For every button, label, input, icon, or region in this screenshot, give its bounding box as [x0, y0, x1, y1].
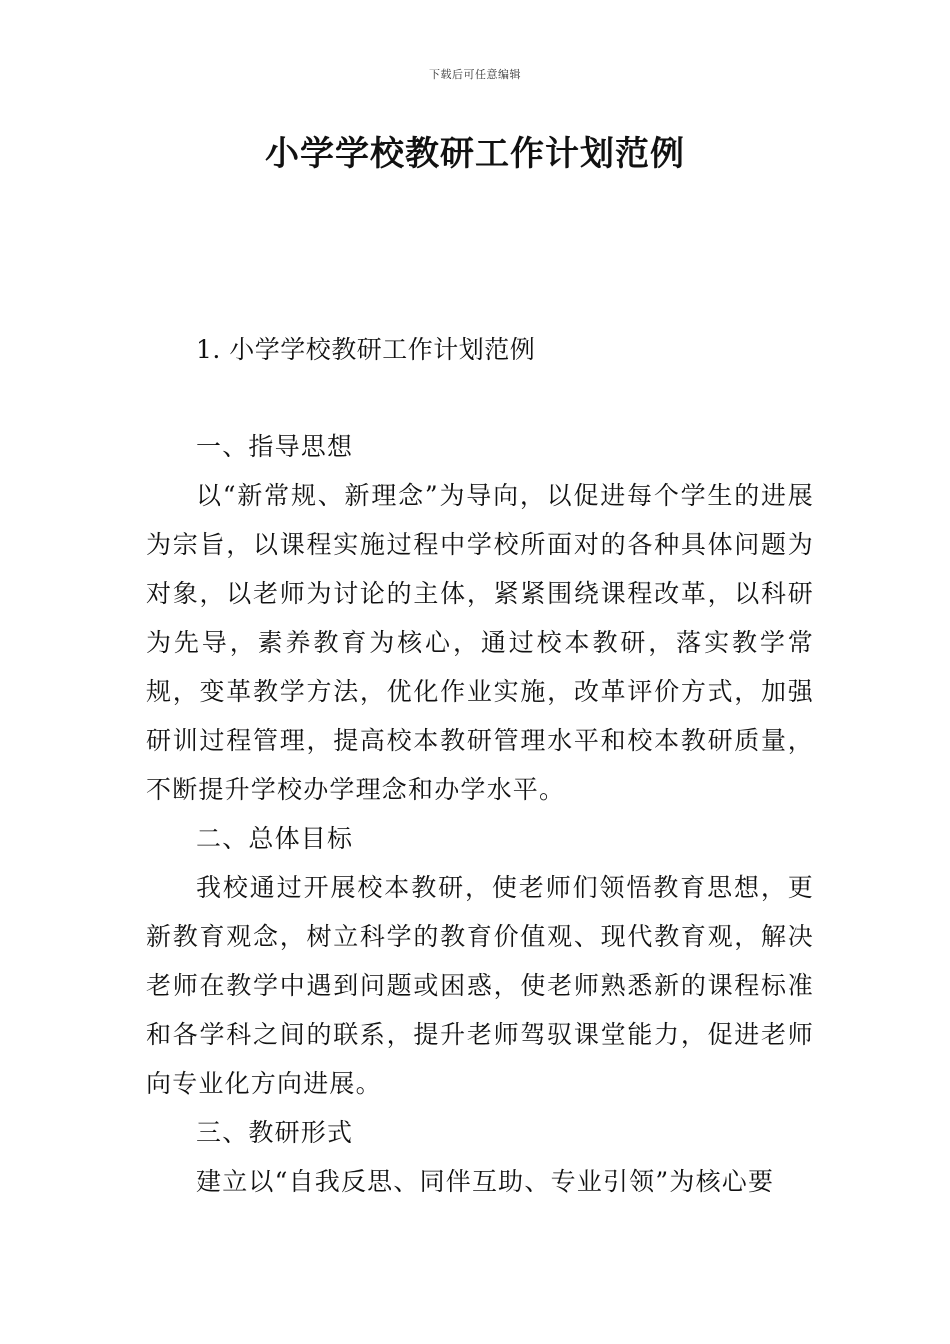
section-paragraph-guiding-thought: 以“新常规、新理念”为导向，以促进每个学生的进展为宗旨，以课程实施过程中学校所面对的各种具体问题为对象，以老师为讨论的主体，紧紧围绕课程改革，以科研为先导，素养教育为核心，通过校本教研，落实教学常规，变革教学方法，优化作业实施，改革评价方式，加强研训过程管理，提高校本教研管理水平和校本教研质量，不断提升学校办学理念和办学水平。: [146, 481, 814, 804]
section-paragraph-overall-goal: 我校通过开展校本教研，使老师们领悟教育思想，更新教育观念，树立科学的教育价值观、现代教育观，解决老师在教学中遇到问题或困惑，使老师熟悉新的课程标准和各学科之间的联系，提升老师驾驭课堂能力，促进老师向专业化方向进展。: [146, 873, 814, 1098]
section-heading-guiding-thought: 一、指导思想: [196, 432, 354, 461]
header-note: 下载后可任意编辑: [429, 68, 521, 81]
section-heading-overall-goal: 二、总体目标: [196, 824, 354, 853]
document-title: 小学学校教研工作计划范例: [265, 134, 685, 174]
document-subtitle: 1. 小学学校教研工作计划范例: [196, 335, 536, 364]
section-paragraph-research-form: 建立以“自我反思、同伴互助、专业引领”为核心要: [196, 1167, 775, 1196]
section-heading-research-form: 三、教研形式: [196, 1118, 354, 1147]
document-body: [146, 422, 814, 1206]
